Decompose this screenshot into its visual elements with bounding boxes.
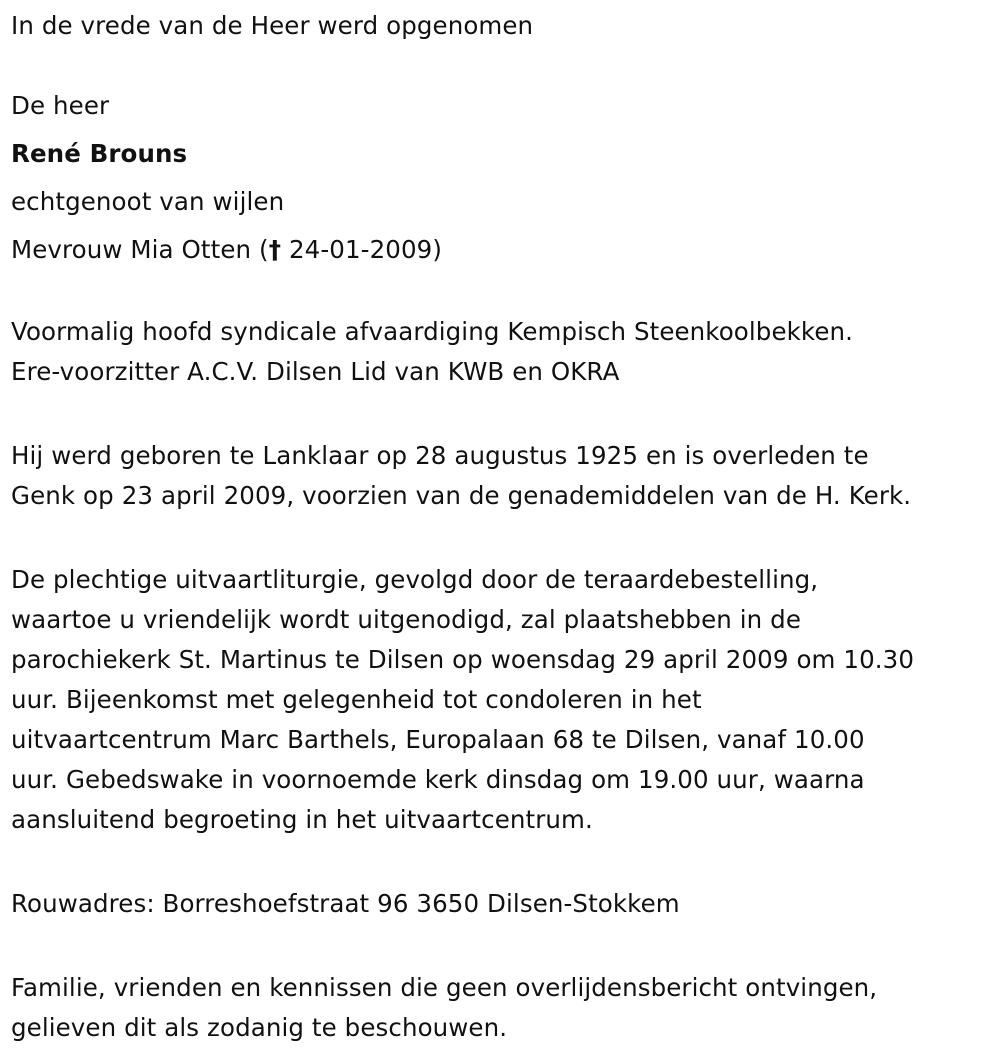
spouse-death-date: 24-01-2009): [288, 235, 442, 264]
spacer: [11, 924, 991, 968]
funeral-line: uitvaartcentrum Marc Barthels, Europalaan 68 te Dilsen, vanaf 10.00: [11, 725, 865, 754]
deceased-name: René Brouns: [11, 139, 188, 168]
address-paragraph: [11, 884, 991, 924]
spouse-line: [11, 232, 991, 280]
life-line: Hij werd geboren te Lanklaar op 28 augustus 1925 en is overleden te: [11, 441, 869, 470]
spacer: [11, 56, 991, 88]
career-line: Voormalig hoofd syndicale afvaardiging Kempisch Steenkoolbekken.: [11, 317, 854, 346]
spouse-name: Mevrouw Mia Otten (: [11, 235, 269, 264]
intro-line: In de vrede van de Heer werd opgenomen: [11, 11, 534, 40]
life-line: Genk op 23 april 2009, voorzien van de genademiddelen van de H. Kerk.: [11, 481, 912, 510]
cross-icon: †: [268, 235, 282, 264]
mourning-address: Rouwadres: Borreshoefstraat 96 3650 Dilsen-Stokkem: [11, 889, 680, 918]
spacer: [11, 392, 991, 436]
funeral-line: uur. Bijeenkomst met gelegenheid tot condoleren in het: [11, 685, 702, 714]
career-paragraph: [11, 312, 991, 392]
closing-line: Familie, vrienden en kennissen die geen overlijdensbericht ontvingen,: [11, 973, 878, 1002]
title-prefix: De heer: [11, 91, 110, 120]
career-line: Ere-voorzitter A.C.V. Dilsen Lid van KWB en OKRA: [11, 357, 620, 386]
spacer: [11, 516, 991, 560]
funeral-line: De plechtige uitvaartliturgie, gevolgd door de teraardebestelling,: [11, 565, 819, 594]
spacer: [11, 840, 991, 884]
funeral-line: waartoe u vriendelijk wordt uitgenodigd, zal plaatshebben in de: [11, 605, 802, 634]
funeral-line: parochiekerk St. Martinus te Dilsen op woensdag 29 april 2009 om 10.30: [11, 645, 915, 674]
funeral-line: aansluitend begroeting in het uitvaartcentrum.: [11, 805, 593, 834]
relation-line: echtgenoot van wijlen: [11, 187, 285, 216]
funeral-paragraph: [11, 560, 991, 840]
death-notice: [11, 8, 991, 1048]
closing-line: gelieven dit als zodanig te beschouwen.: [11, 1013, 508, 1042]
spacer: [11, 280, 991, 312]
closing-paragraph: [11, 968, 991, 1048]
life-paragraph: [11, 436, 991, 516]
funeral-line: uur. Gebedswake in voornoemde kerk dinsdag om 19.00 uur, waarna: [11, 765, 865, 794]
